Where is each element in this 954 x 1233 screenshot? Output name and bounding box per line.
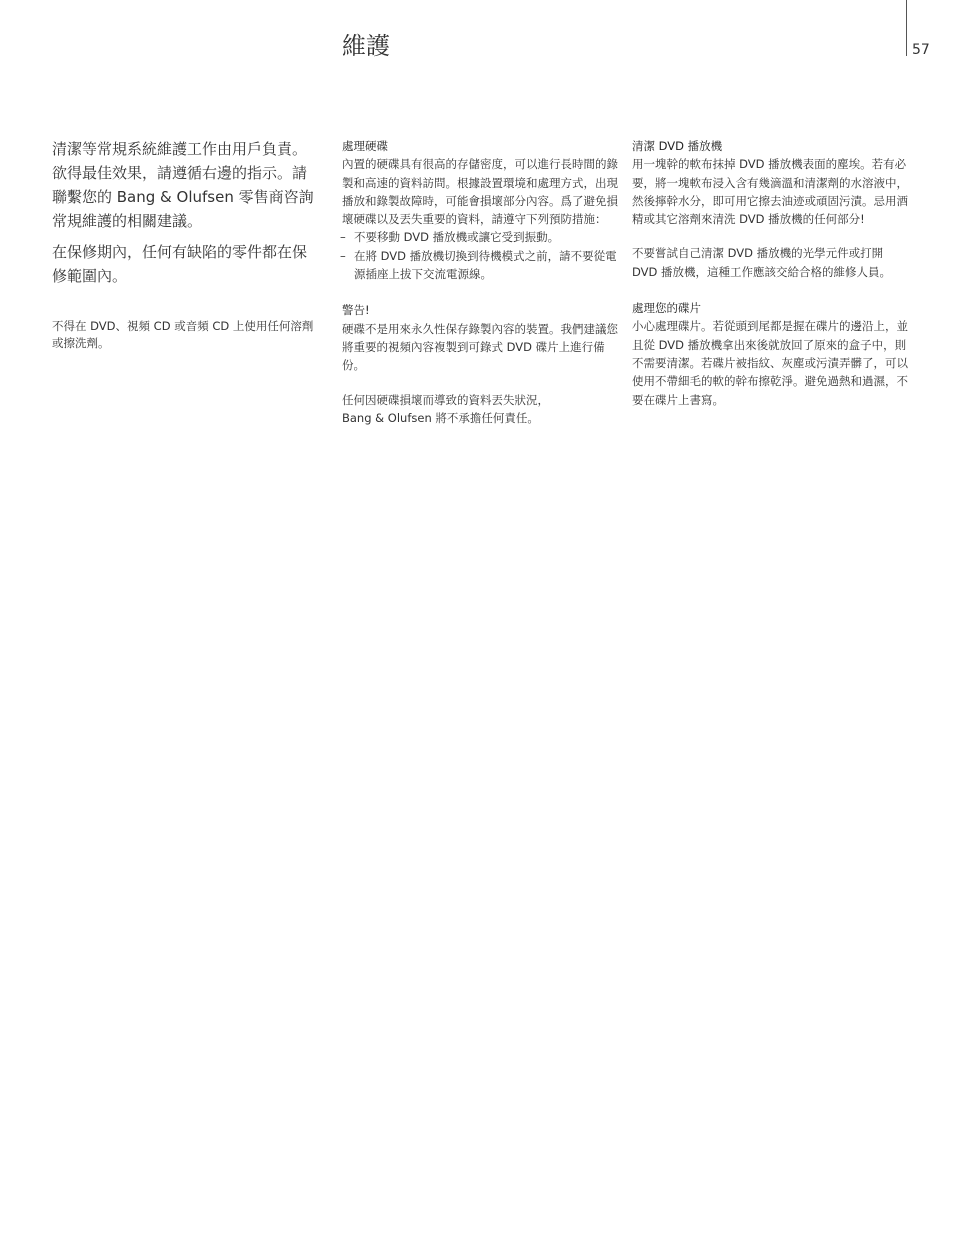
hdd-body: 內置的硬碟具有很高的存儲密度，可以進行長時間的錄製和高速的資料訪問。根據設置環境和處理方式，出現播放和錄製故障時，可能會損壞部分內容。爲了避免損壞硬碟以及丟失重要的資料，請遵守下列預防措施： <box>342 157 618 227</box>
warning-section <box>342 301 622 427</box>
clean-player-heading: 清潔 DVD 播放機 <box>632 139 723 153</box>
hdd-precaution-power: 在將 DVD 播放機切換到待機模式之前，請不要從電源插座上拔下交流電源線。 <box>354 248 617 282</box>
warning-body: 硬碟不是用來永久性保存錄製內容的裝置。我們建議您將重要的視頻內容複製到可錄式 DVD 碟片上進行備份。 <box>342 321 618 373</box>
page-title: 維護 <box>342 32 390 60</box>
warning-liability-line-2: Bang & Olufsen 將不承擔任何責任。 <box>342 410 539 425</box>
dash-bullet-icon: – <box>340 230 346 245</box>
intro-paragraph-maintenance: 清潔等常規系統維護工作由用戶負責。欲得最佳效果，請遵循右邊的指示。請聯繫您的 Bang & Olufsen 零售商咨詢常規維護的相關建議。 <box>52 140 314 230</box>
dash-bullet-icon: – <box>340 248 346 263</box>
intro-column <box>52 137 314 352</box>
discs-heading: 處理您的碟片 <box>632 301 701 316</box>
page-number: 57 <box>912 42 930 58</box>
list-item <box>342 228 622 246</box>
page-divider-rule <box>906 0 907 56</box>
hdd-section <box>342 137 622 283</box>
discs-body: 小心處理碟片。若從頭到尾都是握在碟片的邊沿上，並且從 DVD 播放機拿出來後就放回了原來的盒子中，則不需要清潔。若碟片被指紋、灰塵或污漬弄髒了，可以使用不帶細毛的軟的幹布擦乾淨。避免過熱和過濕，不要在碟片上書寫。 <box>632 319 908 407</box>
hdd-precaution-vibration: 不要移動 DVD 播放機或讓它受到振動。 <box>354 230 560 245</box>
clean-player-section <box>632 137 912 281</box>
hdd-precautions-list <box>342 228 622 283</box>
hdd-heading: 處理硬碟 <box>342 139 388 153</box>
intro-solvent-note: 不得在 DVD、視頻 CD 或音頻 CD 上使用任何溶劑或擦洗劑。 <box>52 319 314 350</box>
warning-heading: 警告! <box>342 303 370 318</box>
warning-liability-line-1: 任何因硬碟損壞而導致的資料丟失狀況， <box>342 392 549 407</box>
clean-player-optics-note: 不要嘗試自己清潔 DVD 播放機的光學元件或打開 DVD 播放機，這種工作應該交給合格的維修人員。 <box>632 246 892 279</box>
list-item <box>342 247 622 284</box>
middle-column <box>342 137 622 427</box>
discs-section <box>632 299 912 409</box>
clean-player-body: 用一塊幹的軟布抹掉 DVD 播放機表面的塵埃。若有必要，將一塊軟布浸入含有幾滴溫和清潔劑的水溶液中，然後擰幹水分，即可用它擦去油迹或頑固污漬。忌用酒精或其它溶劑來清洗 DVD 播放機的任何部分! <box>632 157 908 227</box>
intro-paragraph-warranty: 在保修期內，任何有缺陷的零件都在保修範圍內。 <box>52 243 308 285</box>
right-column <box>632 137 912 409</box>
